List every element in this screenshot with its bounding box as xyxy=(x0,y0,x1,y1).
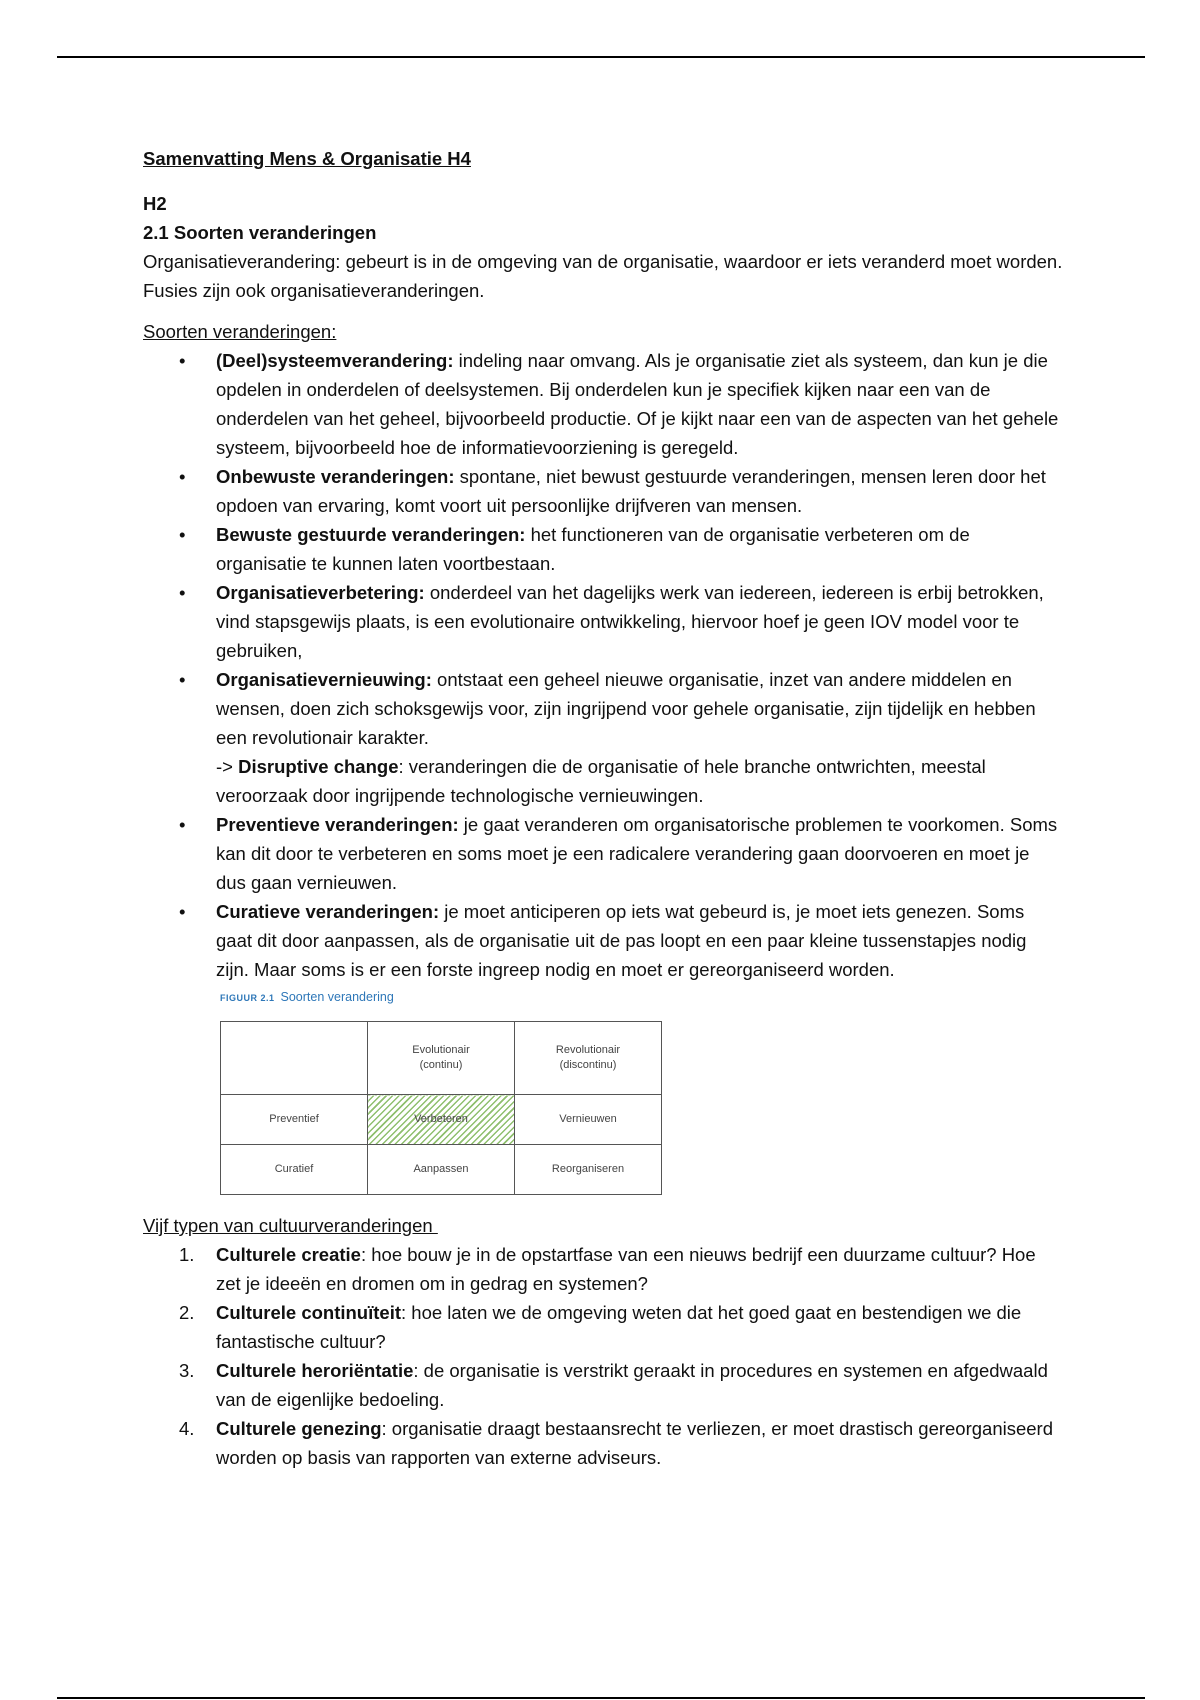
intro-paragraph: Organisatieverandering: gebeurt is in de omgeving van de organisatie, waardoor er iets veranderd moet worden. Fusies zijn ook organisatieveranderingen. xyxy=(143,251,1063,301)
row-header-preventief: Preventief xyxy=(221,1095,368,1145)
list-item: 3. Culturele heroriëntatie: de organisatie is verstrikt geraakt in procedures en systemen en afgedwaald van de eigenlijke bedoeling. xyxy=(179,1360,1048,1410)
list-item: • Organisatievernieuwing: ontstaat een geheel nieuwe organisatie, inzet van andere middelen en wensen, doen zich schoksgewijs voor, zijn ingrijpend voor gehele organisatie, zijn tijdelijk en hebben een revolutionair karakter. -> Disruptive change: veranderingen die de organisatie of hele branche ontwrichten, meestal veroorzaak door ingrijpende technologische vernieuwingen. xyxy=(143,665,1063,810)
types-heading: Soorten veranderingen: xyxy=(143,321,337,342)
table-cell-vernieuwen: Vernieuwen xyxy=(515,1095,662,1145)
list-item: • Organisatieverbetering: onderdeel van het dagelijks werk van iedereen, iedereen is erbij betrokken, vind stapsgewijs plaats, is een evolutionaire ontwikkeling, hiervoor hoef je geen IOV model voor te gebruiken, xyxy=(143,578,1063,665)
culture-heading: Vijf typen van cultuurveranderingen xyxy=(143,1215,438,1236)
bullet-icon: • xyxy=(179,350,186,371)
change-types-list xyxy=(143,346,1063,984)
section-heading: 2.1 Soorten veranderingen xyxy=(143,222,377,243)
bullet-icon: • xyxy=(179,669,186,690)
figure-table xyxy=(220,1021,662,1195)
figure-caption xyxy=(220,988,665,1007)
chapter-heading: H2 xyxy=(143,193,167,214)
header-rule xyxy=(57,56,1145,58)
table-cell-verbeteren: Verbeteren xyxy=(368,1095,515,1145)
table-row xyxy=(221,1095,662,1145)
list-item: 2. Culturele continuïteit: hoe laten we de omgeving weten dat het goed gaat en bestendigen we die fantastische cultuur? xyxy=(179,1302,1022,1352)
table-cell-reorganiseren: Reorganiseren xyxy=(515,1145,662,1195)
bullet-icon: • xyxy=(179,466,186,487)
bullet-icon: • xyxy=(179,524,186,545)
list-item: • Preventieve veranderingen: je gaat veranderen om organisatorische problemen te voorkomen. Soms kan dit door te verbeteren en soms moet je een radicalere verandering gaan doorvoeren en moet je dus gaan vernieuwen. xyxy=(143,810,1063,897)
list-item: • Onbewuste veranderingen: spontane, niet bewust gestuurde veranderingen, mensen leren door het opdoen van ervaring, komt voort uit persoonlijke drijfveren van mensen. xyxy=(143,462,1063,520)
col-header-revolutionair: Revolutionair (discontinu) xyxy=(515,1022,662,1095)
bullet-icon: • xyxy=(179,582,186,603)
list-item: 1. Culturele creatie: hoe bouw je in de opstartfase van een nieuws bedrijf een duurzame cultuur? Hoe zet je ideeën en dromen om in gedrag en systemen? xyxy=(179,1244,1036,1294)
figure-label: FIGUUR 2.1 xyxy=(220,993,275,1003)
document-title: Samenvatting Mens & Organisatie H4 xyxy=(143,148,471,169)
table-corner-cell xyxy=(221,1022,368,1095)
table-header-row xyxy=(221,1022,662,1095)
footer-rule xyxy=(57,1697,1145,1699)
document-page xyxy=(143,144,1063,1472)
list-item: • (Deel)systeemverandering: indeling naar omvang. Als je organisatie ziet als systeem, dan kun je die opdelen in onderdelen of deelsystemen. Bij onderdelen kun je specifiek kijken naar een van de onderdelen van het geheel, bijvoorbeeld productie. Of je kijkt naar een van de aspecten van het gehele systeem, bijvoorbeeld hoe de informatievoorziening is geregeld. xyxy=(143,346,1063,462)
row-header-curatief: Curatief xyxy=(221,1145,368,1195)
table-row xyxy=(221,1145,662,1195)
table-cell-aanpassen: Aanpassen xyxy=(368,1145,515,1195)
list-item: 4. Culturele genezing: organisatie draagt bestaansrecht te verliezen, er moet drastisch gereorganiseerd worden op basis van rapporten van externe adviseurs. xyxy=(179,1418,1054,1468)
figure-soorten-verandering xyxy=(220,988,665,1195)
culture-types-list xyxy=(143,1240,1063,1472)
figure-caption-text: Soorten verandering xyxy=(280,990,394,1004)
bullet-icon: • xyxy=(179,901,186,922)
list-item: • Curatieve veranderingen: je moet anticiperen op iets wat gebeurd is, je moet iets genezen. Soms gaat dit door aanpassen, als de organisatie uit de pas loopt en een paar kleine tussenstapjes nodig zijn. Maar soms is er een forste ingreep nodig en moet er gereorganiseerd worden. xyxy=(143,897,1063,984)
bullet-icon: • xyxy=(179,814,186,835)
list-item: • Bewuste gestuurde veranderingen: het functioneren van de organisatie verbeteren om de organisatie te kunnen laten voortbestaan. xyxy=(143,520,1063,578)
col-header-evolutionair: Evolutionair (continu) xyxy=(368,1022,515,1095)
